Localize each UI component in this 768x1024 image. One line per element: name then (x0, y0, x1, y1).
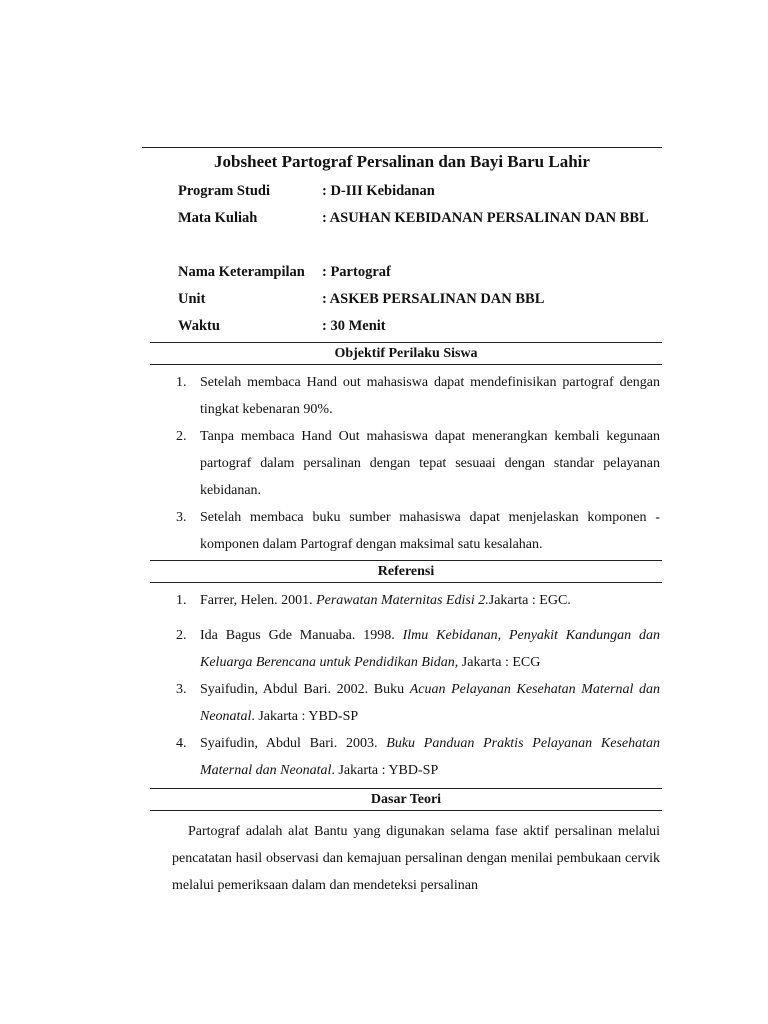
reference-publisher: . Jakarta : YBD-SP (251, 709, 359, 724)
meta-row-program-studi (178, 181, 662, 208)
reference-publisher: . Jakarta : YBD-SP (331, 763, 439, 778)
section-heading-dasar-teori: Dasar Teori (150, 788, 662, 811)
list-item (176, 730, 660, 784)
reference-text (200, 587, 660, 614)
meta-label: Program Studi (178, 183, 270, 199)
reference-title: Acuan Pelayanan Kesehatan Maternal dan Neonatal (200, 682, 660, 724)
list-item (176, 423, 660, 504)
meta-value: : D-III Kebidanan (322, 183, 435, 199)
document-title: Jobsheet Partograf Persalinan dan Bayi Baru Lahir (142, 147, 662, 172)
reference-author: Farrer, Helen. 2001. (200, 593, 317, 608)
item-text: Setelah membaca Hand out mahasiswa dapat mendefinisikan partograf dengan tingkat kebenaran 90%. (200, 375, 660, 417)
objektif-list (176, 369, 660, 558)
meta-value: : Partograf (322, 264, 391, 280)
list-item (176, 622, 660, 676)
item-number: 3. (176, 682, 187, 697)
meta-row-unit (178, 289, 662, 316)
section-heading-objektif: Objektif Perilaku Siswa (150, 342, 662, 365)
reference-author: Syaifudin, Abdul Bari. 2002. Buku (200, 682, 410, 697)
item-number: 2. (176, 628, 187, 643)
list-item (176, 587, 660, 614)
meta-label: Nama Keterampilan (178, 264, 305, 280)
item-number: 4. (176, 736, 187, 751)
item-text: Tanpa membaca Hand Out mahasiswa dapat menerangkan kembali kegunaan partograf dalam persalinan dengan tepat sesuaai dengan standar pelayanan kebidanan. (200, 429, 660, 498)
meta-value: : 30 Menit (322, 318, 386, 334)
item-number: 3. (176, 510, 187, 525)
reference-author: Ida Bagus Gde Manuaba. 1998. (200, 628, 403, 643)
list-item (176, 369, 660, 423)
reference-title: Perawatan Maternitas Edisi 2. (316, 593, 489, 608)
item-text: Setelah membaca buku sumber mahasiswa dapat menjelaskan komponen -komponen dalam Partograf dengan maksimal satu kesalahan. (200, 510, 660, 552)
reference-author: Syaifudin, Abdul Bari. 2003. (200, 736, 387, 751)
list-item (176, 676, 660, 730)
reference-text (200, 730, 660, 784)
reference-publisher: Jakarta : EGC. (488, 593, 571, 608)
meta-label: Unit (178, 291, 206, 307)
reference-title: Ilmu Kebidanan, Penyakit Kandungan dan Keluarga Berencana untuk Pendidikan Bidan (200, 628, 660, 670)
meta-label: Waktu (178, 318, 220, 334)
referensi-list (176, 587, 660, 784)
meta-row-nama-keterampilan (178, 262, 662, 289)
meta-value: : ASKEB PERSALINAN DAN BBL (322, 291, 545, 307)
item-number: 1. (176, 375, 187, 390)
reference-publisher: , Jakarta : ECG (454, 655, 541, 670)
section-heading-referensi: Referensi (150, 560, 662, 583)
item-number: 2. (176, 429, 187, 444)
course-info (178, 181, 662, 343)
item-number: 1. (176, 593, 187, 608)
meta-row-mata-kuliah (178, 208, 662, 262)
list-item (176, 504, 660, 558)
reference-text (200, 676, 660, 730)
meta-value: : ASUHAN KEBIDANAN PERSALINAN DAN BBL (322, 210, 649, 226)
reference-title: Buku Panduan Praktis Pelayanan Kesehatan Maternal dan Neonatal (200, 736, 660, 778)
reference-text (200, 622, 660, 676)
meta-label: Mata Kuliah (178, 210, 258, 226)
dasar-teori-paragraph: Partograf adalah alat Bantu yang digunakan selama fase aktif persalinan melalui pencatatan hasil observasi dan kemajuan persalinan dengan menilai pembukaan cervik melalui pemeriksaan dalam dan mendeteksi persalinan (172, 824, 660, 893)
meta-row-waktu (178, 316, 662, 343)
